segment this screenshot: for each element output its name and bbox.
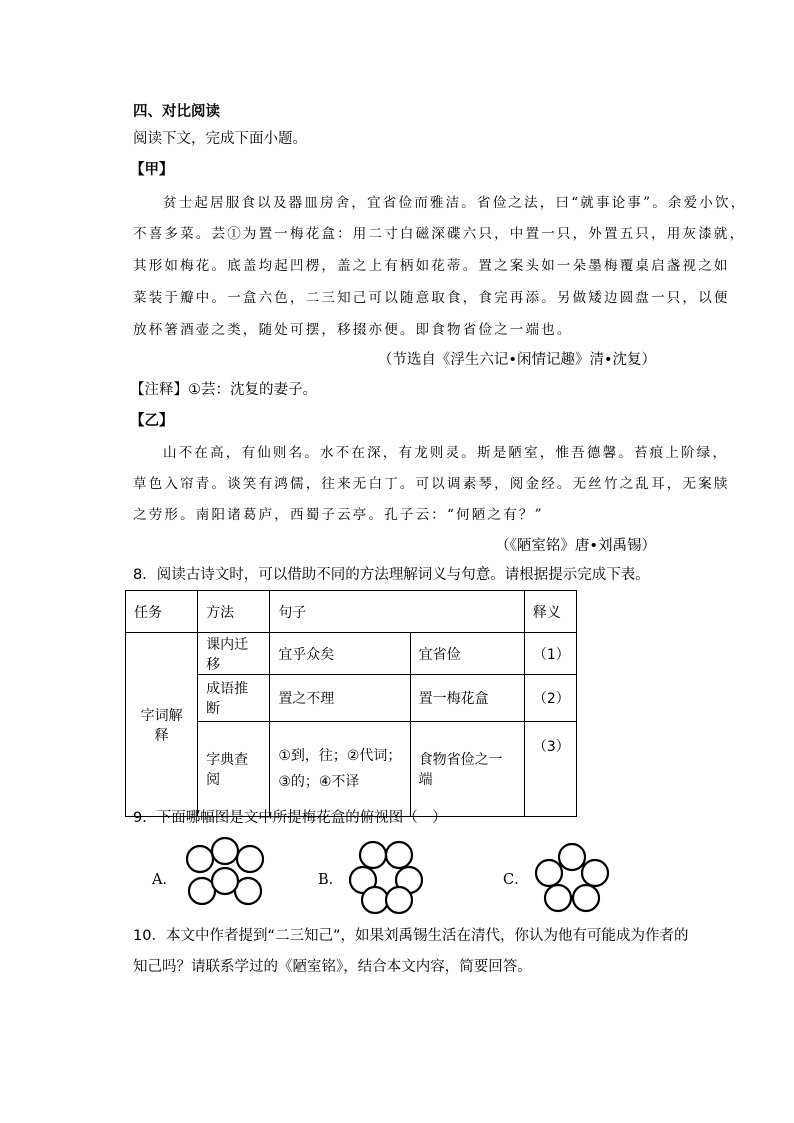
passage-jia-line: 放杯箸酒壶之类，随处可摆，移掇亦便。即食物省俭之一端也。 xyxy=(133,322,573,338)
header-method: 方法 xyxy=(198,591,270,633)
option-c-diagram[interactable] xyxy=(532,840,612,916)
sentence-cell: 食物省俭之一端 xyxy=(410,722,524,817)
sentence-cell: 宜乎众矣 xyxy=(270,633,410,675)
plum-petal xyxy=(573,885,599,911)
plum-petal xyxy=(545,885,571,911)
passage-jia-source: （节选自《浮生六记•闲情记趣》清•沈复） xyxy=(377,352,656,368)
plum-petal xyxy=(212,838,238,864)
sentence-cell: 置之不理 xyxy=(270,675,410,722)
meaning-blank[interactable]: （3） xyxy=(524,722,576,817)
passage-yi-source: （《陋室铭》唐•刘禹锡） xyxy=(495,538,656,554)
option-b-label[interactable]: B． xyxy=(318,872,344,888)
method-cell: 成语推断 xyxy=(198,675,270,722)
plum-petal xyxy=(187,846,213,872)
dictionary-options-line: ①到，往；②代词； xyxy=(278,748,402,764)
header-task: 任务 xyxy=(126,591,198,633)
option-c-label[interactable]: C． xyxy=(503,872,529,888)
plum-petal xyxy=(237,846,263,872)
question-10-text: 10．本文中作者提到“二三知己”，如果刘禹锡生活在清代，你认为他有可能成为作者的 xyxy=(133,928,689,944)
sentence-cell: 宜省俭 xyxy=(410,633,524,675)
plum-petal xyxy=(582,860,608,886)
task-cell: 字词解释 xyxy=(126,633,198,817)
sentence-cell: 置一梅花盒 xyxy=(410,675,524,722)
dictionary-options-line: ③的；④不译 xyxy=(278,774,360,790)
section-instruction: 阅读下文，完成下面小题。 xyxy=(133,131,307,147)
passage-jia-label: 【甲】 xyxy=(130,162,174,178)
answer-table xyxy=(125,590,577,817)
plum-petal xyxy=(559,844,585,870)
passage-yi-line: 之劳形。南阳诸葛庐，西蜀子云亭。孔子云：“何陋之有？” xyxy=(133,507,544,523)
plum-petal xyxy=(362,887,388,913)
passage-jia-line: 其形如梅花。底盖均起凹楞，盖之上有柄如花蒂。置之案头如一朵墨梅覆桌启盏视之如 xyxy=(133,258,730,274)
question-8-text: 8．阅读古诗文时，可以借助不同的方法理解词义与句意。请根据提示完成下表。 xyxy=(133,567,650,583)
passage-yi-line: 草色入帘青。谈笑有鸿儒，往来无白丁。可以调素琴，阅金经。无丝竹之乱耳，无案牍 xyxy=(133,476,730,492)
passage-jia-line: 贫士起居服食以及器皿房舍，宜省俭而雅洁。省俭之法，曰“就事论事”。余爱小饮， xyxy=(163,195,747,211)
plum-center xyxy=(212,868,238,894)
header-meaning: 释义 xyxy=(524,591,576,633)
question-10-text: 知己吗？请联系学过的《陋室铭》，结合本文内容，简要回答。 xyxy=(133,959,532,975)
method-cell: 课内迁移 xyxy=(198,633,270,675)
plum-petal xyxy=(360,842,386,868)
dictionary-options-cell xyxy=(270,722,410,817)
annotation-note: 【注释】①芸：沈复的妻子。 xyxy=(130,382,317,398)
meaning-blank[interactable]: （2） xyxy=(524,675,576,722)
passage-jia-line: 菜装于瓣中。一盒六色，二三知己可以随意取食，食完再添。另做矮边圆盘一只，以便 xyxy=(133,290,730,306)
option-a-diagram[interactable] xyxy=(180,835,270,915)
plum-petal xyxy=(386,887,412,913)
option-a-label[interactable]: A． xyxy=(152,872,177,888)
question-9-text: 9．下面哪幅图是文中所提梅花盒的俯视图（ ） xyxy=(133,810,447,826)
plum-petal xyxy=(386,842,412,868)
passage-yi-line: 山不在高，有仙则名。水不在深，有龙则灵。斯是陋室，惟吾德馨。苔痕上阶绿， xyxy=(163,445,729,461)
section-heading: 四、对比阅读 xyxy=(133,104,220,120)
option-b-diagram[interactable] xyxy=(345,836,433,916)
passage-jia-line: 不喜多菜。芸①为置一梅花盒：用二寸白磁深碟六只，中置一只，外置五只，用灰漆就， xyxy=(133,226,746,242)
plum-petal xyxy=(536,860,562,886)
header-sentence: 句子 xyxy=(270,591,525,633)
meaning-blank[interactable]: （1） xyxy=(524,633,576,675)
passage-yi-label: 【乙】 xyxy=(130,413,174,429)
method-cell: 字典查阅 xyxy=(198,722,270,817)
